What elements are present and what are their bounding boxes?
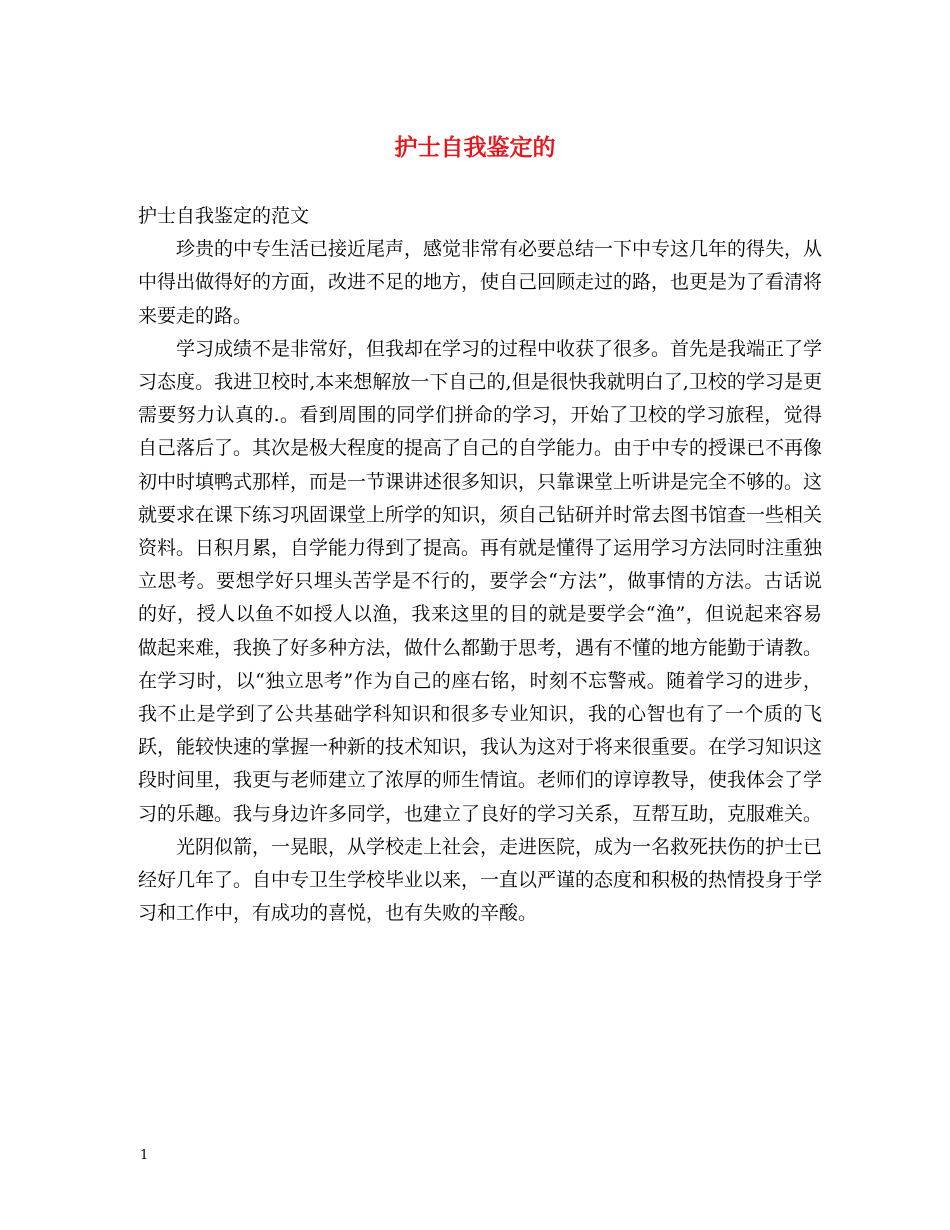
document-subtitle: 护士自我鉴定的范文 xyxy=(138,205,310,227)
document-title: 护士自我鉴定的 xyxy=(394,134,556,161)
page-number: 1 xyxy=(140,1148,149,1163)
paragraph-1: 珍贵的中专生活已接近尾声，感觉非常有必要总结一下中专这几年的得失，从中得出做得好的方面，改进不足的地方，使自己回顾走过的路，也更是为了看清将来要走的路。 xyxy=(138,238,823,327)
paragraph-3: 光阴似箭，一晃眼，从学校走上社会，走进医院，成为一名救死扶伤的护士已经好几年了。自中专卫生学校毕业以来，一直以严谨的态度和积极的热情投身于学习和工作中，有成功的喜悦，也有失败的辛酸。 xyxy=(138,835,823,925)
paragraph-2: 学习成绩不是非常好，但我却在学习的过程中收获了很多。首先是我端正了学习态度。我进卫校时,本来想解放一下自己的,但是很快我就明白了,卫校的学习是更需要努力认真的.。看到周围的同学们拼命的学习，开始了卫校的学习旅程，觉得自己落后了。其次是极大程度的提高了自己的自学能力。由于中专的授课已不再像初中时填鸭式那样，而是一节课讲述很多知识，只靠课堂上听讲是完全不够的。这就要求在课下练习巩固课堂上所学的知识，须自己钻研并时常去图书馆查一些相关资料。日积月累，自学能力得到了提高。再有就是懂得了运用学习方法同时注重独立思考。要想学好只埋头苦学是不行的，要学会“方法”，做事情的方法。古话说的好，授人以鱼不如授人以渔，我来这里的目的就是要学会“渔”，但说起来容易做起来难，我换了好多种方法，做什么都勤于思考，遇有不懂的地方能勤于请教。在学习时，以“独立思考”作为自己的座右铭，时刻不忘警戒。随着学习的进步，我不止是学到了公共基础学科知识和很多专业知识，我的心智也有了一个质的飞跃，能较快速的掌握一种新的技术知识，我认为这对于将来很重要。在学习知识这段时间里，我更与老师建立了浓厚的师生情谊。老师们的谆谆教导，使我体会了学习的乐趣。我与身边许多同学，也建立了良好的学习关系，互帮互助，克服难关。 xyxy=(138,337,823,825)
document-body xyxy=(138,200,822,930)
